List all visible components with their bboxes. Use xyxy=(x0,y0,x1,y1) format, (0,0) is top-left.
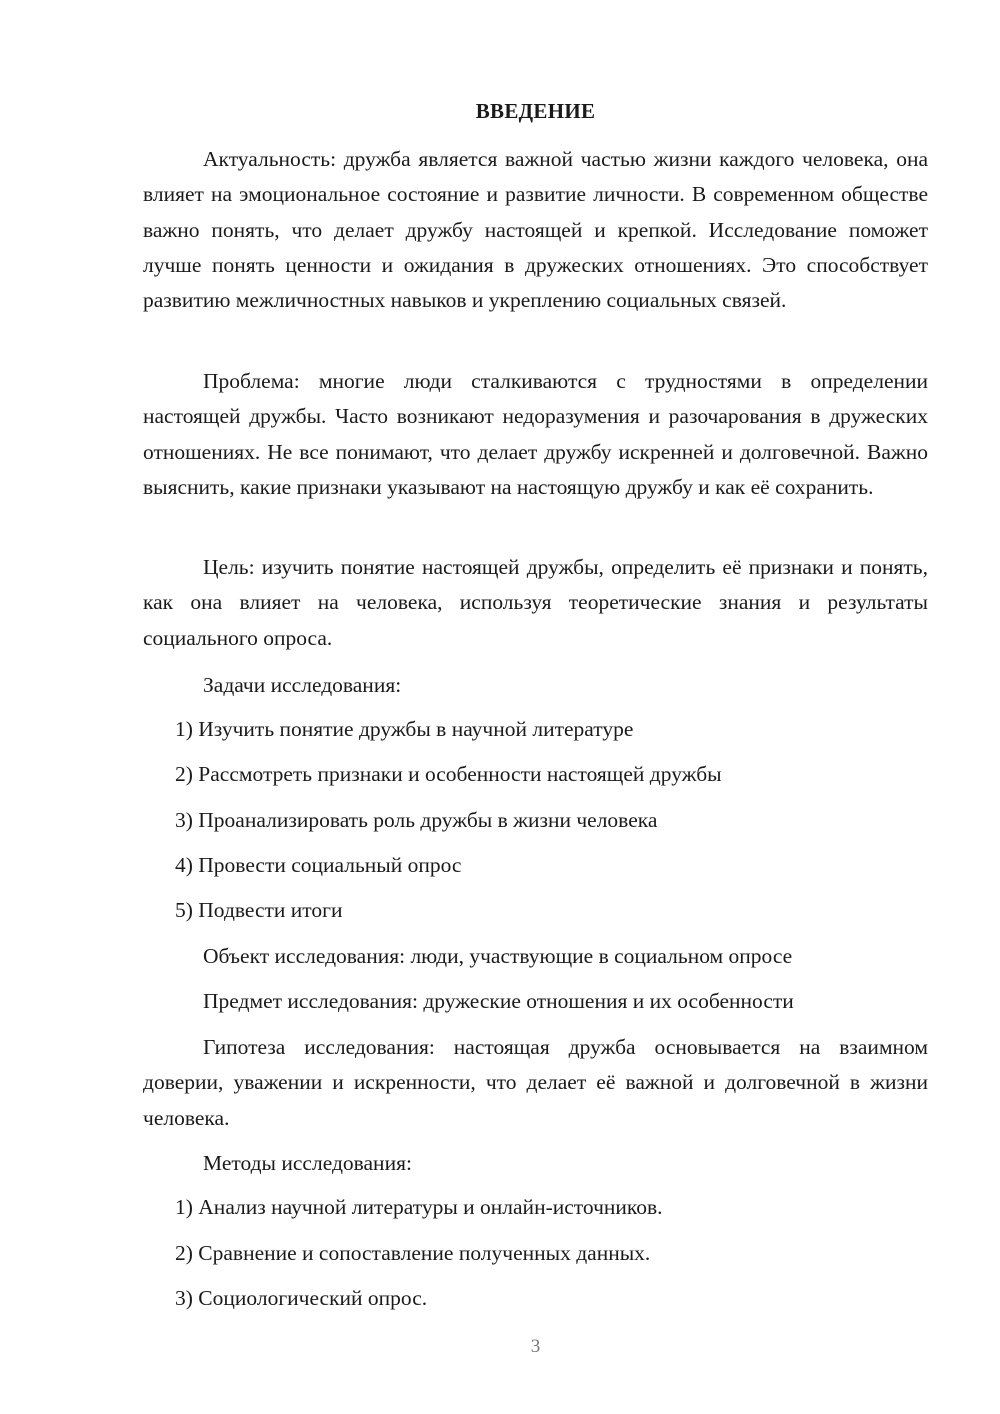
document-page xyxy=(143,0,928,1414)
task-item: 2) Рассмотреть признаки и особенности настоящей дружбы xyxy=(175,762,722,786)
hypothesis-paragraph: Гипотеза исследования: настоящая дружба основывается на взаимном доверии, уважении и искренности, что делает её важной и долговечной в жизни человека. xyxy=(143,1035,928,1130)
problem-paragraph: Проблема: многие люди сталкиваются с трудностями в определении настоящей дружбы. Часто возникают недоразумения и разочарования в дружеских отношениях. Не все понимают, что делает дружбу искренней и долговечной. Важно выяснить, какие признаки указывают на настоящую дружбу и как её сохранить. xyxy=(143,369,928,499)
task-item: 5) Подвести итоги xyxy=(175,898,343,922)
method-item: 3) Социологический опрос. xyxy=(175,1286,428,1310)
relevance-paragraph: Актуальность: дружба является важной частью жизни каждого человека, она влияет на эмоциональное состояние и развитие личности. В современном обществе важно понять, что делает дружбу настоящей и крепкой. Исследование поможет лучше понять ценности и ожидания в дружеских отношениях. Это способствует развитию межличностных навыков и укреплению социальных связей. xyxy=(143,147,928,313)
goal-paragraph: Цель: изучить понятие настоящей дружбы, определить её признаки и понять, как она влияет на человека, используя теоретические знания и результаты социального опроса. xyxy=(143,555,928,650)
method-item: 1) Анализ научной литературы и онлайн-источников. xyxy=(175,1195,663,1219)
section-title: ВВЕДЕНИЕ xyxy=(475,99,596,123)
method-item: 2) Сравнение и сопоставление полученных данных. xyxy=(175,1241,651,1265)
tasks-heading: Задачи исследования: xyxy=(203,673,402,697)
subject-line: Предмет исследования: дружеские отношения и их особенности xyxy=(203,989,794,1013)
task-item: 1) Изучить понятие дружбы в научной литературе xyxy=(175,717,634,741)
object-line: Объект исследования: люди, участвующие в социальном опросе xyxy=(203,944,793,968)
page-number: 3 xyxy=(530,1336,541,1357)
task-item: 4) Провести социальный опрос xyxy=(175,853,462,877)
task-item: 3) Проанализировать роль дружбы в жизни человека xyxy=(175,808,658,832)
methods-heading: Методы исследования: xyxy=(203,1151,412,1175)
